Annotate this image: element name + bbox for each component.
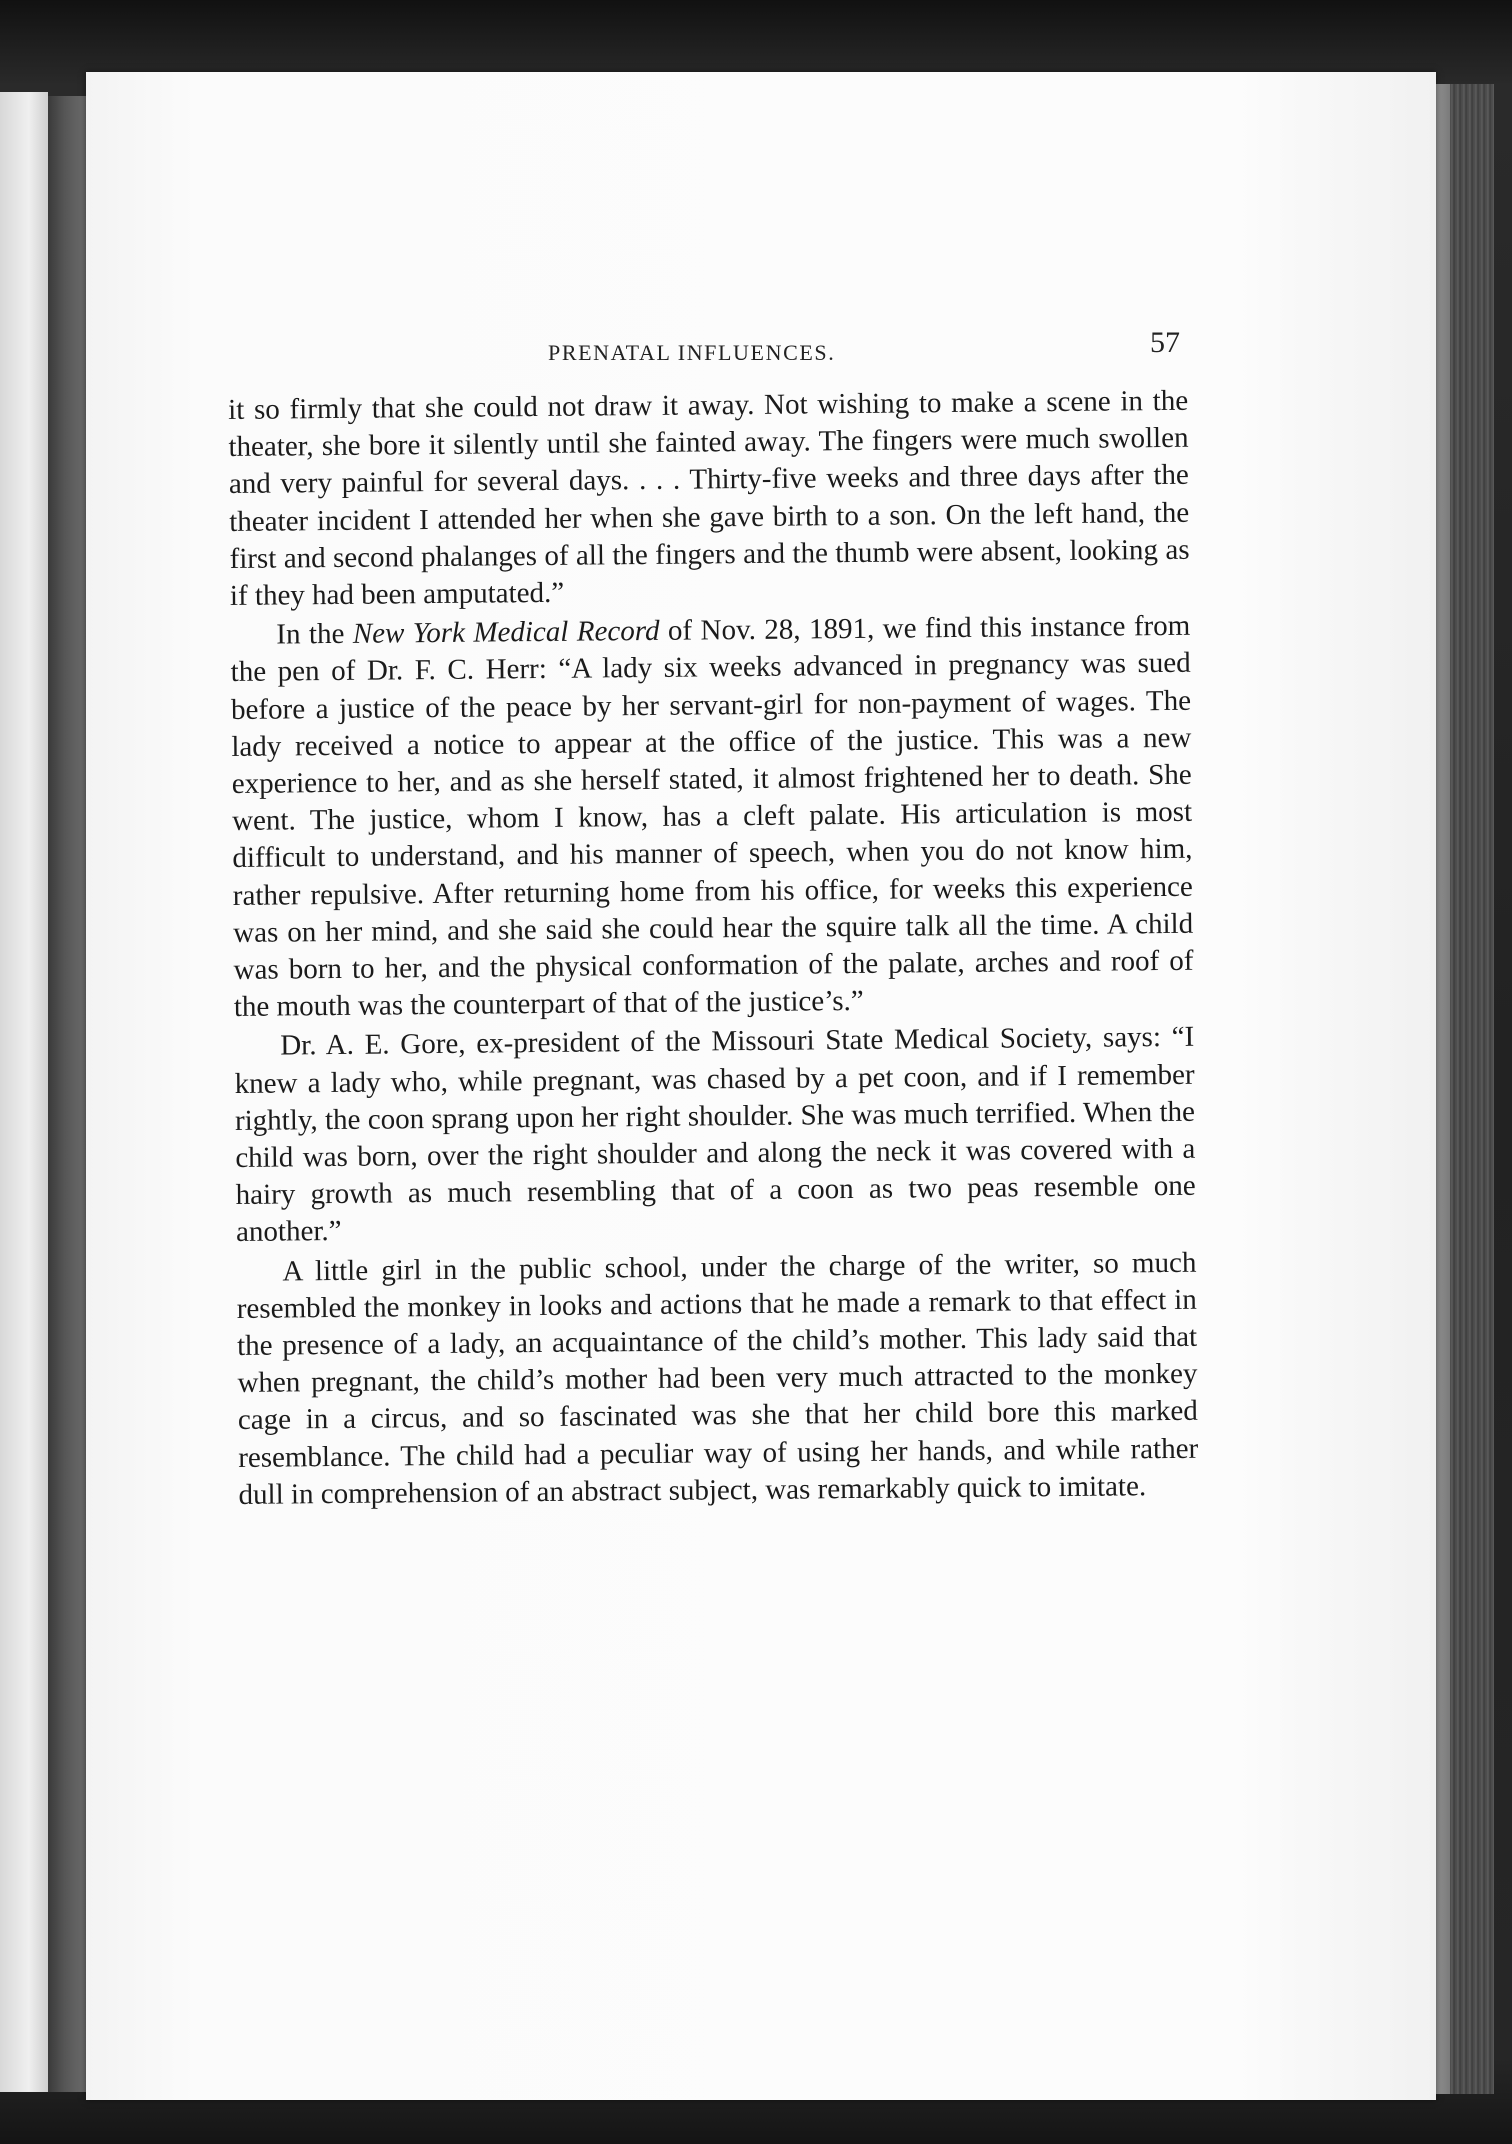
paragraph-4: A little girl in the public school, under the charge of the writer, so much resembled the monkey in looks and actions that he made a remark to that effect in the presence of a lady, an acquaintance of the child’s mother. This lady said that when pregnant, the child’s mother had been very much attracted to the monkey cage in a circus, and so fascinated was she that her child bore this marked resemblance. The child had a peculiar way of using her hands, and while rather dull in comprehension of an abstract subject, was remarkably quick to imitate.	[236, 1246, 1199, 1511]
page-number: 57	[1150, 326, 1180, 359]
running-head: PRENATAL INFLUENCES.	[548, 340, 836, 365]
journal-title: New York Medical Record	[352, 615, 660, 651]
facing-page-edge	[0, 92, 48, 2092]
paragraph-2	[230, 608, 1194, 1026]
paragraph-1: it so firmly that she could not draw it away. Not wishing to make a scene in the theater, she bore it silently until she fainted away. The fingers were much swollen and very painful for several days. . . . Thirty-five weeks and three days after the theater incident I attended her when she gave birth to a son. On the left hand, the first and second phalanges of all the fingers and the thumb were absent, looking as if they had been amputated.”	[228, 384, 1190, 613]
paragraph-3: Dr. A. E. Gore, ex-president of the Missouri State Medical Society, says: “I knew a lady who, while pregnant, was chased by a pet coon, and if I remember rightly, the coon sprang upon her right shoulder. She was much terrified. When the child was born, over the right shoulder and along the neck it was covered with a hairy growth as much resembling that of a coon as two peas resemble one another.”	[234, 1021, 1196, 1249]
paragraph-2-rest: of Nov. 28, 1891, we find this instance from the pen of Dr. F. C. Herr: “A lady six weeks advanced in pregnancy was sued before a justice of the peace by her servant-girl for non-payment of wages. The lady received a notice to appear at the office of the justice. This was a new experience to her, and as she herself stated, it almost frightened her to death. She went. The justice, whom I know, has a cleft palate. His articulation is most difficult to understand, and his manner of speech, when you do not know him, rather repulsive. After returning home from his office, for weeks this experience was on her mind, and she said she could hear the squire talk all the time. A child was born to her, and the physical conformation of the palate, arches and roof of the mouth was the counterpart of that of the justice’s.”	[230, 609, 1194, 1024]
body-text	[228, 383, 1199, 1516]
book-gutter	[48, 96, 88, 2092]
paragraph-2-lead: In the	[276, 618, 353, 651]
